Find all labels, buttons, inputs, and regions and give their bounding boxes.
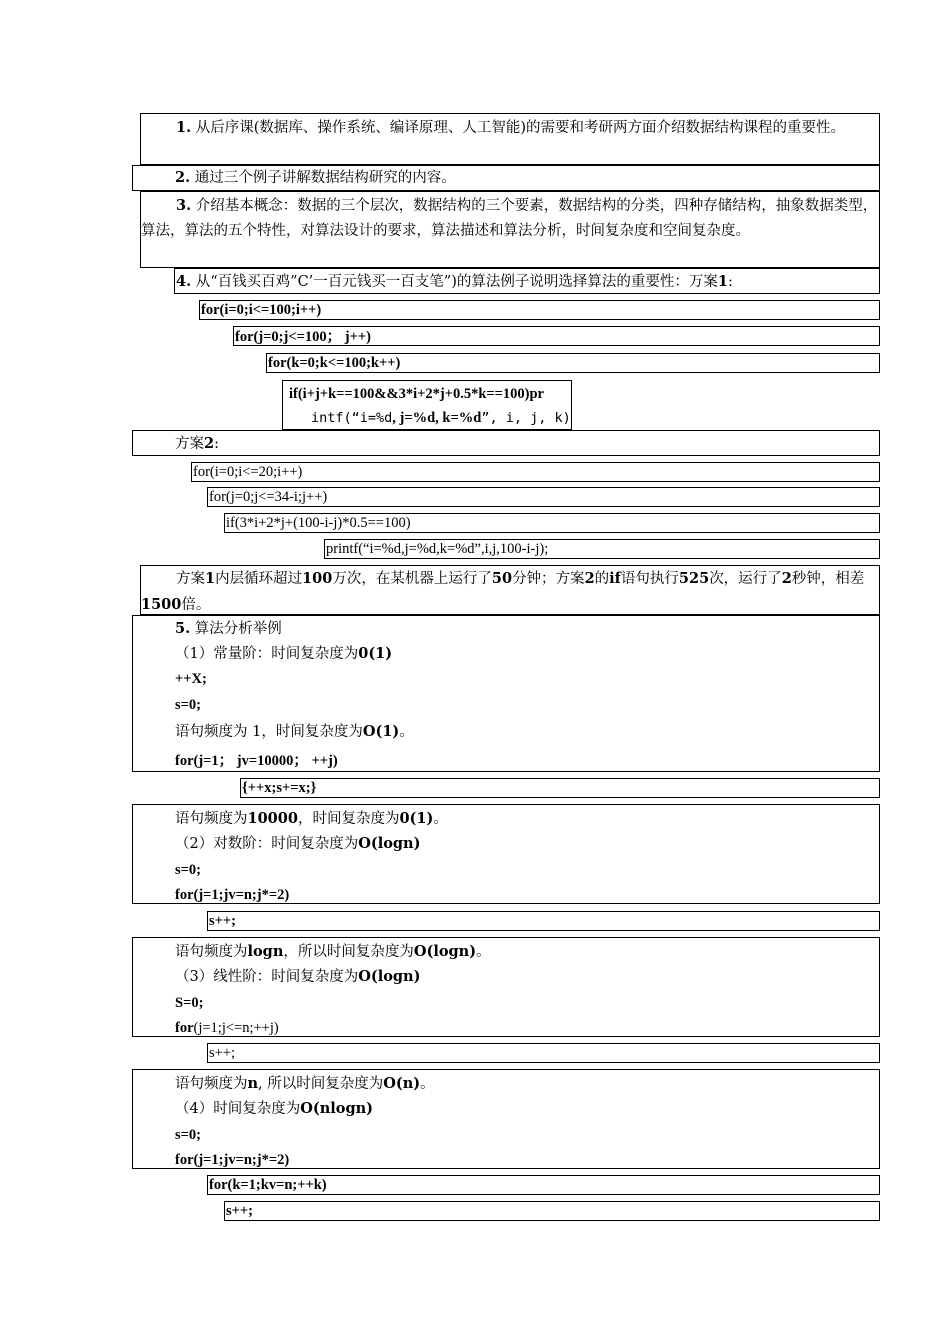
case3-label-value: O(logn) xyxy=(358,968,421,985)
case2-freq-var: logn xyxy=(247,943,284,960)
section-5-number: 5. xyxy=(175,620,191,637)
compare-t4: 分钟；方案 xyxy=(512,571,585,587)
case3-freq-text2: , 所以时间复杂度为 xyxy=(258,1076,384,1092)
plan2-label xyxy=(175,434,219,454)
section-2-number: 2. xyxy=(175,169,191,186)
case2-freq-value: O(logn) xyxy=(413,943,477,960)
case1-freq xyxy=(175,722,414,742)
compare-t6: 语句执行 xyxy=(620,571,679,587)
section-2-text xyxy=(175,168,456,188)
case1b-freq-text2: ，时间复杂度为 xyxy=(297,811,400,827)
compare-n1: 1 xyxy=(205,570,216,587)
case1-body: {++x;s+=x;} xyxy=(242,780,317,796)
case4-label-text: （4）时间复杂度为 xyxy=(175,1101,301,1117)
compare-n6: 525 xyxy=(678,570,710,587)
compare-n7: 2 xyxy=(781,570,792,587)
case2-label-value: O(logn) xyxy=(358,835,421,852)
case3-code1: S=0; xyxy=(175,995,204,1011)
section-4-text xyxy=(176,272,733,292)
compare-t2: 内层循环超过 xyxy=(215,571,303,587)
plan1-line2: for(j=0;j<=100； j++) xyxy=(235,329,371,345)
case2-body-box xyxy=(207,911,880,931)
compare-n5: if xyxy=(609,570,621,587)
case1-freq-text: 语句频度为 1，时间复杂度为 xyxy=(175,724,363,740)
case3-loop-keyword: for xyxy=(175,1020,194,1036)
plan2-label-text: 方案 xyxy=(175,436,204,452)
case2-label-text: （2）对数阶：时间复杂度为 xyxy=(175,836,359,852)
case1-label-text: （1）常量阶：时间复杂度为 xyxy=(175,646,359,662)
plan1-line4b-mid: , j=%d, k=%d xyxy=(392,410,482,426)
case1b-freq-number: 10000 xyxy=(247,810,298,827)
plan2-label-colon: : xyxy=(214,436,219,452)
compare-n8: 1500 xyxy=(141,596,182,613)
section-4-body: 从“百钱买百鸡”C’一百元钱买一百支笔”)的算法例子说明选择算法的重要性：万案 xyxy=(195,274,718,290)
compare-t7: 次，运行了 xyxy=(709,571,782,587)
case1-code1: ++X; xyxy=(175,671,207,687)
section-5-title-text: 算法分析举例 xyxy=(194,621,282,637)
case1b-freq-text: 语句频度为 xyxy=(175,811,248,827)
case2-freq-text: 语句频度为 xyxy=(175,944,248,960)
case2-body: s++; xyxy=(209,913,236,929)
section-4-number: 4. xyxy=(176,273,192,290)
case3-body: s++; xyxy=(209,1045,236,1061)
case1-freq-value: O(1) xyxy=(362,723,400,740)
case1-loop: for(j=1； jv=10000； ++j) xyxy=(175,753,338,769)
case3-label xyxy=(175,967,420,987)
case3-body-box xyxy=(207,1043,880,1063)
case2-loop: for(j=1;jv=n;j*=2) xyxy=(175,887,290,903)
case2-freq-end: 。 xyxy=(476,944,491,960)
plan1-line4a: if(i+j+k==100&&3*i+2*j+0.5*k==100)pr xyxy=(289,386,544,402)
case3-freq-value: O(n) xyxy=(383,1075,421,1092)
case4-body-box xyxy=(224,1201,880,1221)
compare-n4: 2 xyxy=(584,570,595,587)
case3-freq-end: 。 xyxy=(420,1076,435,1092)
case4-code1: s=0; xyxy=(175,1127,201,1143)
section-2-body: 通过三个例子讲解数据结构研究的内容。 xyxy=(194,170,456,186)
compare-t9: 倍。 xyxy=(181,597,211,613)
case2-freq xyxy=(175,942,491,962)
case4-label-value: O(nlogn) xyxy=(300,1100,373,1117)
plan1-line3: for(k=0;k<=100;k++) xyxy=(268,355,401,371)
plan2-line1: for(i=0;i<=20;i++) xyxy=(193,464,303,480)
plan1-line4b-pre: intf(“i=%d xyxy=(311,410,393,426)
compare-t5: 的 xyxy=(594,571,610,587)
case4-loop2: for(k=1;kv=n;++k) xyxy=(209,1177,327,1193)
compare-n3: 50 xyxy=(491,570,513,587)
case3-loop-rest: (j=1;j<=n;++j) xyxy=(193,1020,279,1036)
case4-loop1: for(j=1;jv=n;j*=2) xyxy=(175,1152,290,1168)
case3-label-text: （3）线性阶：时间复杂度为 xyxy=(175,969,359,985)
case1-freq-end: 。 xyxy=(399,724,414,740)
case2-code1: s=0; xyxy=(175,862,201,878)
case1b-freq-end: 。 xyxy=(433,811,448,827)
section-4-plan-number: 1 xyxy=(717,273,728,290)
case4-label xyxy=(175,1099,373,1119)
compare-t3: 万次，在某机器上运行了 xyxy=(332,571,492,587)
plan2-line3: if(3*i+2*j+(100-i-j)*0.5==100) xyxy=(226,515,411,531)
section-3-body: 介绍基本概念：数据的三个层次，数据结构的三个要素，数据结构的分类，四种存储结构，抽象数据类型，算法，算法的五个特性，对算法设计的要求，算法描述和算法分析，时间复杂度和空间复杂度。 xyxy=(141,198,878,239)
case1-label xyxy=(175,644,392,664)
case3-freq-text: 语句频度为 xyxy=(175,1076,248,1092)
case2-freq-text2: ，所以时间复杂度为 xyxy=(283,944,414,960)
plan2-line4: printf(“i=%d,j=%d,k=%d”,i,j,100-i-j); xyxy=(326,541,549,557)
case1-code2: s=0; xyxy=(175,697,201,713)
compare-t8: 秒钟，相差 xyxy=(791,571,865,587)
case3-freq xyxy=(175,1074,435,1094)
plan1-line4b-post: ”, i, j, k) xyxy=(481,410,571,426)
case1b-freq-value: 0(1) xyxy=(399,810,434,827)
plan2-label-box xyxy=(132,430,880,456)
section-3-text xyxy=(141,193,879,244)
case3-freq-var: n xyxy=(247,1075,259,1092)
plan1-line1: for(i=0;i<=100;i++) xyxy=(201,302,322,318)
section-3-number: 3. xyxy=(176,197,192,214)
case1b-freq xyxy=(175,809,448,829)
plan2-line2: for(j=0;j<=34-i;j++) xyxy=(209,489,328,505)
compare-text xyxy=(141,566,877,618)
plan2-label-number: 2 xyxy=(204,435,215,452)
case4-body: s++; xyxy=(226,1203,253,1219)
plan1-line4b xyxy=(311,408,571,428)
section-1-number: 1. xyxy=(176,119,192,136)
section-4-colon: : xyxy=(727,274,733,290)
case3-loop xyxy=(175,1018,279,1038)
section-5-title xyxy=(175,619,282,639)
compare-t1: 方案 xyxy=(176,571,205,587)
compare-n2: 100 xyxy=(302,570,333,587)
case2-label xyxy=(175,834,420,854)
case1-label-value: 0(1) xyxy=(358,645,393,662)
case1-body-box xyxy=(240,778,880,798)
section-1-body: 从后序课(数据库、操作系统、编译原理、人工智能)的需要和考研两方面介绍数据结构课程的重要性。 xyxy=(195,120,846,136)
section-1-text xyxy=(141,115,879,141)
